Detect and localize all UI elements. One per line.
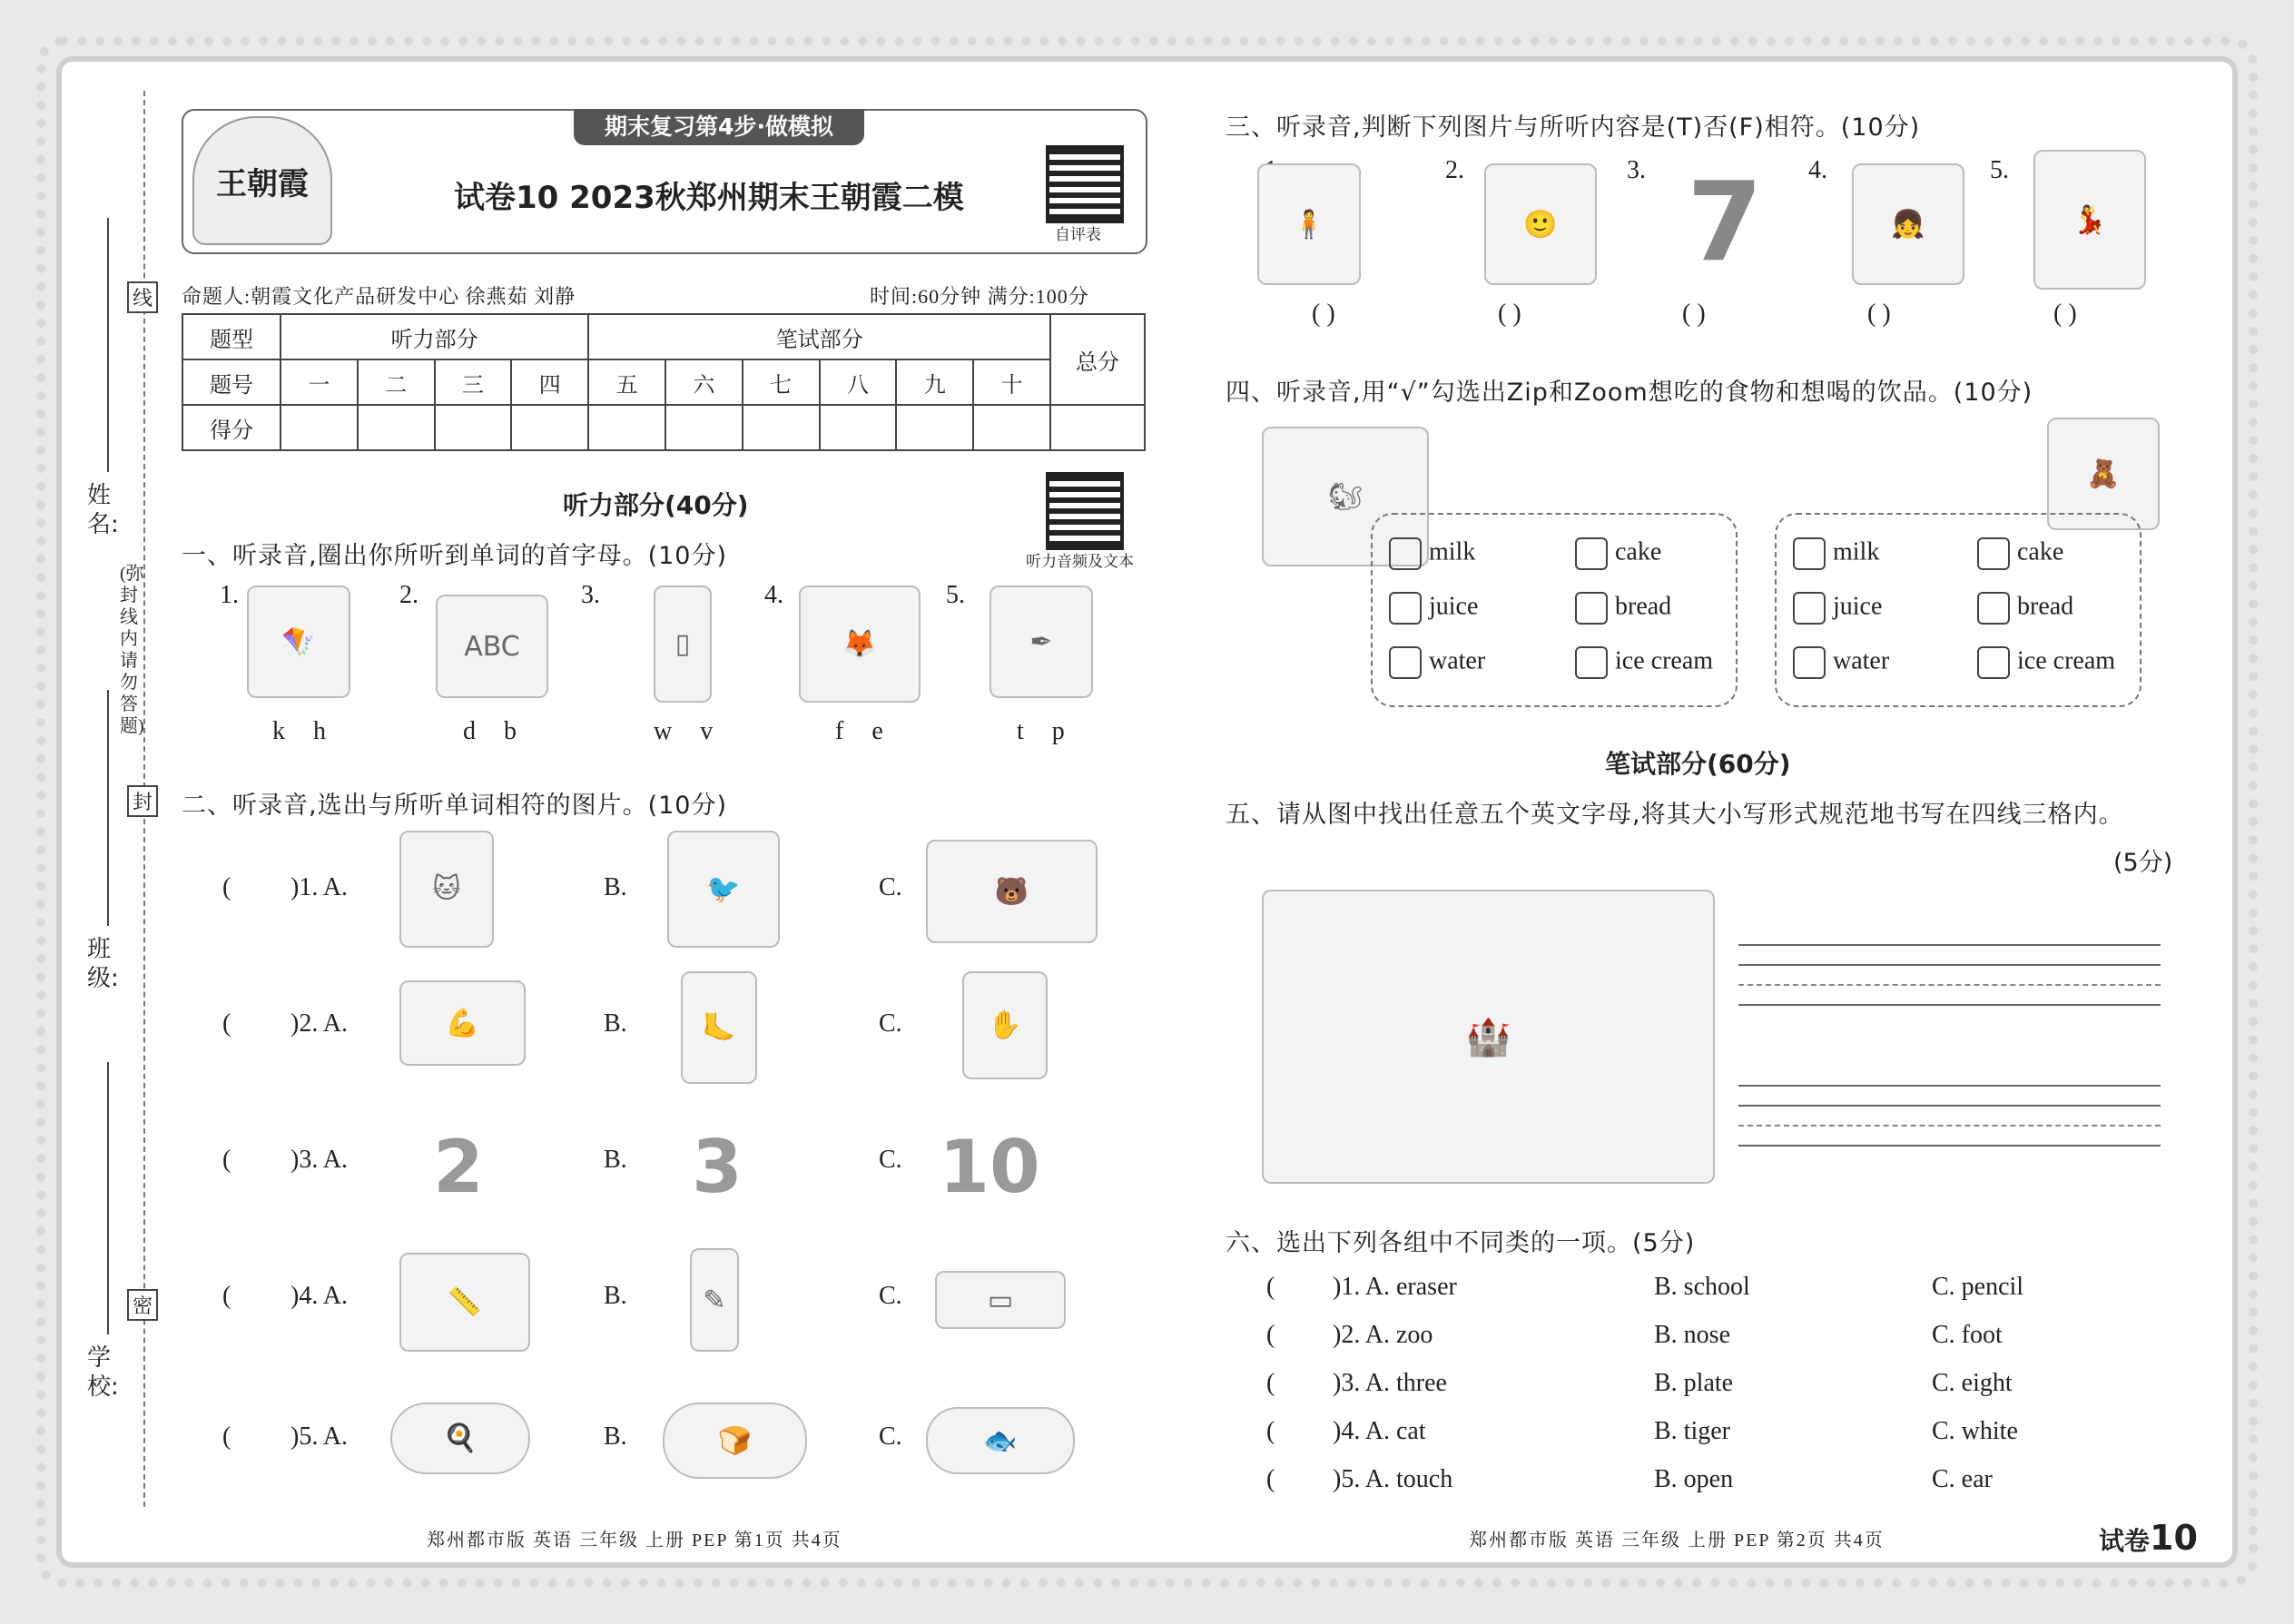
q1-num-2: 2. [399,581,418,609]
q6-title: 六、选出下列各组中不同类的一项。(5分) [1226,1229,1696,1257]
q1-letters-4[interactable]: f e [835,717,894,745]
squirrel-icon: 🐿 [1262,427,1429,566]
checkbox[interactable] [1389,646,1422,679]
zip-option-juice[interactable]: juice [1389,592,1478,625]
zoom-option-cake[interactable]: cake [1977,537,2063,570]
q2-paren[interactable]: ( [222,1009,231,1038]
letter-castle-picture: 🏰 [1262,890,1715,1184]
q2-paren[interactable]: ( [222,1146,231,1174]
class-label: 班级: [87,936,119,992]
q6-paren[interactable]: ( [1266,1465,1275,1493]
banner: 期末复习第4步·做模拟 [574,109,864,145]
eraser-icon[interactable]: ▭ [935,1271,1066,1329]
qnum-1: 一 [281,359,358,405]
q2-title: 二、听录音,选出与所听单词相符的图片。(10分) [182,792,728,820]
egg-icon[interactable]: 🍳 [390,1403,530,1474]
qnum-2: 二 [358,359,435,405]
footer-right: 郑州都市版 英语 三年级 上册 PEP 第2页 共4页 [1469,1530,1885,1550]
class-field[interactable] [107,690,109,926]
number-2-pic[interactable]: 2 [418,1117,499,1216]
q1-num-5: 5. [946,581,965,609]
score-cell[interactable] [435,405,512,450]
q6-row-1-b: B. school [1654,1273,1750,1301]
qr-self-eval-label: 自评表 [1055,226,1101,243]
q3-num-4: 4. [1808,156,1827,184]
q2-c-label: C. [879,1282,902,1310]
row-label-type: 题型 [182,314,281,359]
authors: 命题人:朝霞文化产品研发中心 徐燕茹 刘静 [182,285,576,308]
q1-num-3: 3. [581,581,600,609]
q6-row-4-a: )4. A. cat [1333,1417,1426,1445]
q2-b-label: B. [604,1146,627,1174]
cat-icon[interactable]: 🐱 [399,831,494,948]
qnum-6: 六 [665,359,743,405]
listening-header: 听力部分 [281,314,588,359]
q1-letters-5[interactable]: t p [1017,717,1076,745]
number-7-pic: 7 [1679,163,1770,281]
writing-line[interactable] [1738,1125,2161,1127]
pen-icon: ✒ [989,586,1093,698]
q1-title: 一、听录音,圈出你所听到单词的首字母。(10分) [182,542,728,570]
q6-row-4-b: B. tiger [1654,1417,1730,1445]
q2-b-label: B. [604,873,627,901]
checkbox[interactable] [1575,592,1608,625]
q2-c-label: C. [879,1146,902,1174]
q2-c-label: C. [879,1422,902,1451]
q2-row-2-num: )2. A. [290,1009,348,1038]
q3-blank-3[interactable]: ( ) [1682,300,1706,328]
checkbox[interactable] [1793,592,1826,625]
q2-row-4-num: )4. A. [290,1282,348,1310]
binding-mark-1: 线 [127,281,158,313]
name-field[interactable] [107,218,109,472]
zoom-option-bread[interactable]: bread [1977,592,2073,625]
zoom-option-ice-cream[interactable]: ice cream [1977,646,2115,679]
q6-row-3-a: )3. A. three [1333,1369,1447,1397]
writing-line[interactable] [1738,964,2161,966]
arm-icon[interactable]: 💪 [399,980,526,1066]
q6-row-5-a: )5. A. touch [1333,1465,1453,1493]
writing-line[interactable] [1738,1085,2161,1087]
score-cell[interactable] [358,405,435,450]
binding-mark-2: 封 [127,785,158,817]
fish-icon[interactable]: 🐟 [926,1407,1075,1474]
water-bottle-icon: ▯ [654,586,712,703]
name-label: 姓名: [87,482,119,538]
foot-icon[interactable]: 🦶 [681,971,757,1084]
q6-row-5-b: B. open [1654,1465,1734,1493]
writing-title: 笔试部分(60分) [1605,749,1791,779]
score-table [182,313,1146,451]
checkbox[interactable] [1575,646,1608,679]
q6-row-1-a: )1. A. eraser [1333,1273,1457,1301]
q6-row-2-c: C. foot [1932,1321,2003,1349]
q6-row-3-c: C. eight [1932,1369,2013,1397]
score-cell[interactable] [281,405,358,450]
boy-bending-icon: 🧍 [1257,163,1361,285]
q1-letters-2[interactable]: d b [463,717,527,745]
qnum-9: 九 [896,359,973,405]
bear-icon[interactable]: 🐻 [926,840,1098,943]
writing-line[interactable] [1738,944,2161,946]
qr-code-icon[interactable] [1046,145,1124,223]
qnum-5: 五 [588,359,665,405]
q3-blank-4[interactable]: ( ) [1867,300,1891,328]
paper-title: 试卷10 2023秋郑州期末王朝霞二模 [454,180,964,216]
writing-line[interactable] [1738,984,2161,986]
q2-row-5-num: )5. A. [290,1422,348,1451]
zip-option-water[interactable]: water [1389,646,1485,679]
q2-paren[interactable]: ( [222,1282,231,1310]
q3-num-2: 2. [1445,156,1464,184]
hand-icon[interactable]: ✋ [962,971,1048,1079]
q2-b-label: B. [604,1282,627,1310]
q3-blank-2[interactable]: ( ) [1498,300,1521,328]
q2-b-label: B. [604,1422,627,1451]
school-label: 学校: [87,1344,119,1401]
checkbox[interactable] [1793,537,1826,570]
q6-paren[interactable]: ( [1266,1321,1275,1349]
checkbox[interactable] [1977,537,2010,570]
checkbox[interactable] [1389,592,1422,625]
dancing-girl-icon: 💃 [2033,150,2146,290]
binding-note: (弥封线内请勿答题) [120,564,144,736]
row-label-score: 得分 [182,405,281,450]
q6-paren[interactable]: ( [1266,1417,1275,1445]
q2-c-label: C. [879,873,902,901]
q1-letters-3[interactable]: w v [654,717,724,745]
q3-num-5: 5. [1990,156,2009,184]
q2-row-3-num: )3. A. [290,1146,348,1174]
q6-row-5-c: C. ear [1932,1465,1993,1493]
qnum-10: 十 [973,359,1050,405]
row-label-number: 题号 [182,359,281,405]
checkbox[interactable] [1977,592,2010,625]
qr-listen-label: 听力音频及文本 [1026,553,1134,570]
number-10-pic[interactable]: 10 [930,1117,1049,1216]
qnum-8: 八 [820,359,897,405]
q6-row-3-b: B. plate [1654,1369,1734,1397]
zip-option-ice-cream[interactable]: ice cream [1575,646,1713,679]
girl-icon: 👧 [1852,163,1964,285]
qnum-3: 三 [435,359,512,405]
total-cell[interactable] [1050,405,1145,450]
q6-row-2-a: )2. A. zoo [1333,1321,1433,1349]
q1-num-1: 1. [220,581,239,609]
q3-num-3: 3. [1627,156,1646,184]
q6-row-2-b: B. nose [1654,1321,1730,1349]
q6-row-1-c: C. pencil [1932,1273,2024,1301]
q2-paren[interactable]: ( [222,1422,231,1451]
writing-line[interactable] [1738,1004,2161,1006]
book-icon: ABC [436,595,548,698]
qr-listen-icon[interactable] [1046,472,1124,550]
q6-paren[interactable]: ( [1266,1369,1275,1397]
bird-icon[interactable]: 🐦 [667,831,780,948]
number-3-pic[interactable]: 3 [676,1117,758,1216]
q2-b-label: B. [604,1009,627,1038]
q3-title: 三、听录音,判断下列图片与所听内容是(T)否(F)相符。(10分) [1226,113,1921,142]
ruler-icon[interactable]: 📏 [399,1253,530,1352]
q2-row-1-num: )1. A. [290,873,348,901]
writing-line[interactable] [1738,1105,2161,1107]
zip-option-cake[interactable]: cake [1575,537,1661,570]
bread-icon[interactable]: 🍞 [663,1403,807,1479]
zip-option-bread[interactable]: bread [1575,592,1671,625]
score-cell[interactable] [896,405,973,450]
q3-blank-5[interactable]: ( ) [2053,300,2077,328]
score-cell[interactable] [743,405,820,450]
logo [192,116,332,245]
checkbox[interactable] [1389,537,1422,570]
zoom-option-water[interactable]: water [1793,646,1889,679]
q2-paren[interactable]: ( [222,873,231,901]
q5-score: (5分) [2113,849,2173,877]
q4-title: 四、听录音,用“√”勾选出Zip和Zoom想吃的食物和想喝的饮品。(10分) [1226,379,2033,407]
checkbox[interactable] [1793,646,1826,679]
score-cell[interactable] [973,405,1050,450]
q6-paren[interactable]: ( [1266,1273,1275,1301]
binding-mark-3: 密 [127,1289,158,1321]
paper-number [2099,1518,2198,1558]
fox-icon: 🦊 [799,586,921,703]
logo-text: 王朝霞 [216,167,309,202]
total-header: 总分 [1050,314,1145,405]
bear-cub-icon: 🧸 [2047,418,2160,530]
time-score: 时间:60分钟 满分:100分 [870,285,1089,308]
paper-label: 试卷 [2099,1526,2151,1556]
score-cell[interactable] [665,405,743,450]
q2-c-label: C. [879,1009,902,1038]
paper-num: 10 [2150,1518,2198,1558]
school-field[interactable] [107,1062,109,1334]
q3-blank-1[interactable]: ( ) [1312,300,1335,328]
checkbox[interactable] [1575,537,1608,570]
score-cell[interactable] [588,405,665,450]
qnum-7: 七 [743,359,820,405]
zoom-option-milk[interactable]: milk [1793,537,1879,570]
zip-option-milk[interactable]: milk [1389,537,1475,570]
checkbox[interactable] [1977,646,2010,679]
writing-header: 笔试部分 [588,314,1050,359]
footer-left: 郑州都市版 英语 三年级 上册 PEP 第1页 共4页 [427,1530,842,1550]
q6-row-4-c: C. white [1932,1417,2018,1445]
zoom-option-juice[interactable]: juice [1793,592,1882,625]
listening-title: 听力部分(40分) [563,490,749,520]
q1-letters-1[interactable]: k h [272,717,337,745]
q5-title: 五、请从图中找出任意五个英文字母,将其大小写形式规范地书写在四线三格内。 [1226,801,2124,829]
qnum-4: 四 [511,359,588,405]
crayon-icon[interactable]: ✎ [690,1248,739,1352]
q1-num-4: 4. [764,581,783,609]
face-icon: 🙂 [1484,163,1597,285]
score-cell[interactable] [820,405,897,450]
score-cell[interactable] [511,405,588,450]
writing-line[interactable] [1738,1145,2161,1147]
kite-icon: 🪁 [247,586,350,698]
